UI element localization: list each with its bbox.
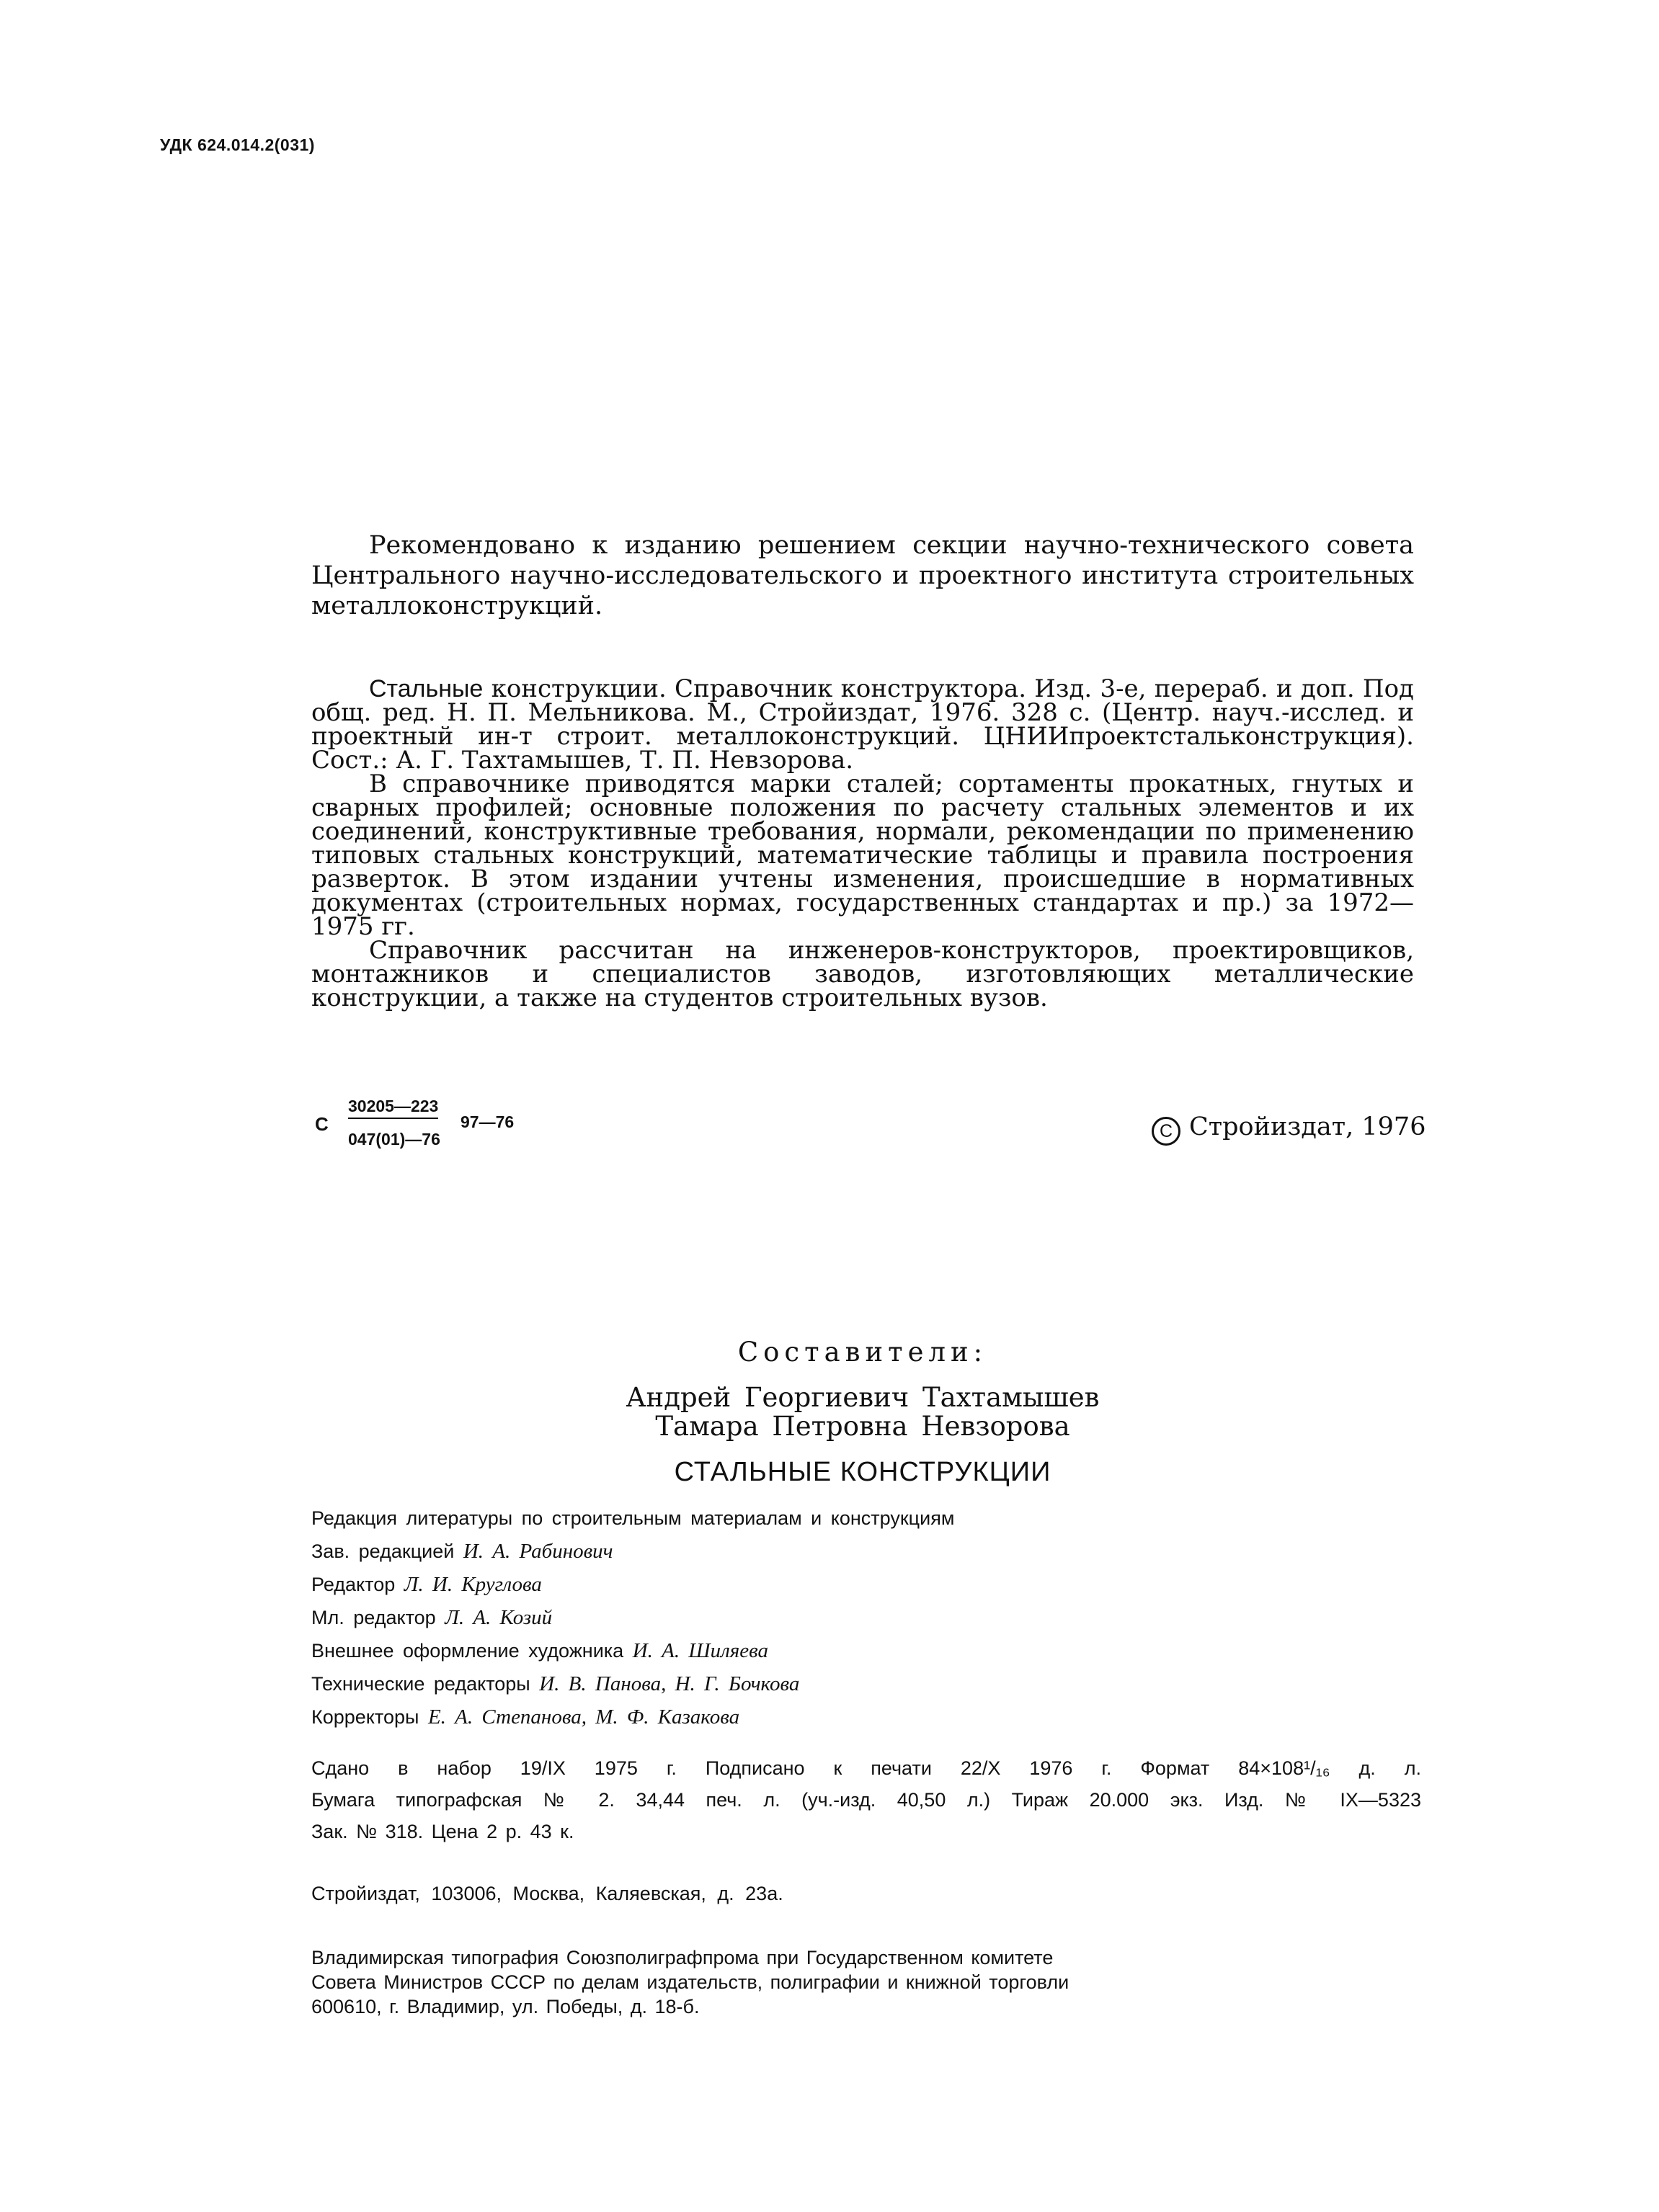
credit-row [311, 1667, 1436, 1700]
credit-name: Е. А. Степанова, М. Ф. Казакова [427, 1705, 740, 1729]
compiler-name: Андрей Георгиевич Тахтамышев [626, 1382, 1100, 1413]
compiler-name: Тамара Петровна Невзорова [655, 1411, 1070, 1442]
index-code-letter: С [315, 1113, 329, 1135]
publishing-details [311, 1752, 1421, 1847]
abstract-paragraph-1 [311, 674, 1414, 775]
index-code-numerator: 30205—223 [348, 1097, 438, 1119]
copyright-line [1152, 1112, 1426, 1146]
abstract-paragraph-3: Справочник рассчитан на инженеров-конструкторов, проектировщиков, монтажников и специалистов заводов, изготовляющих металлические конструкции, а также на студентов строительных вузов. [311, 936, 1414, 1012]
credit-row [311, 1634, 1436, 1667]
credit-name: И. А. Шиляева [632, 1639, 769, 1662]
credit-name: И. А. Рабинович [463, 1540, 613, 1563]
compilers-heading: Составители: [737, 1337, 988, 1368]
index-code-suffix: 97—76 [461, 1112, 515, 1131]
recommendation-note [311, 530, 1414, 621]
recommendation-text: Рекомендовано к изданию решением секции научно-технического совета Центрального научно-исследовательского и проектного института строительных металлоконструкций. [311, 531, 1414, 620]
printer-info [311, 1945, 1320, 2019]
copyright-icon: C [1152, 1117, 1180, 1146]
abstract-paragraph-1-text: конструкции. Справочник конструктора. Изд. 3-е, перераб. и доп. Под общ. ред. Н. П. Мельникова. М., Стройиздат, 1976. 328 с. (Центр. науч.-исслед. и проектный ин-т строит. металлоконструкций. ЦНИИпроектстальконструкция). Сост.: А. Г. Тахтамышев, Т. П. Невзорова. [311, 674, 1414, 775]
credit-role: Внешнее оформление художника [311, 1640, 624, 1662]
abstract-lead-word: Стальные [369, 675, 484, 703]
bibliographic-abstract [311, 674, 1414, 1012]
book-title: СТАЛЬНЫЕ КОНСТРУКЦИИ [674, 1457, 1051, 1487]
printer-line-3: 600610, г. Владимир, ул. Победы, д. 18-б. [311, 1996, 700, 2017]
credit-name: Л. А. Козий [445, 1606, 553, 1629]
editorial-office: Редакция литературы по строительным материалам и конструкциям [311, 1507, 955, 1529]
credit-role: Редактор [311, 1574, 396, 1595]
index-code-denominator: 047(01)—76 [348, 1130, 440, 1149]
credit-row [311, 1535, 1436, 1568]
credit-role: Корректоры [311, 1706, 419, 1728]
copyright-text: Стройиздат, 1976 [1189, 1112, 1426, 1141]
credit-role: Зав. редакцией [311, 1540, 455, 1562]
index-code [315, 1097, 546, 1154]
printer-line-2: Совета Министров СССР по делам издательств, полиграфии и книжной торговли [311, 1971, 1069, 1993]
credit-row [311, 1601, 1436, 1634]
udk-code: УДК 624.014.2(031) [160, 135, 315, 154]
abstract-paragraph-2: В справочнике приводятся марки сталей; сортаменты прокатных, гнутых и сварных профилей; основные положения по расчету стальных элементов и их соединений, конструктивные требования, нормали, рекомендации по применению типовых стальных конструкций, математические таблицы и правила построения разверток. В этом издании учтены изменения, происшедшие в нормативных документах (строительных нормах, государственных стандартах и пр.) за 1972—1975 гг. [311, 770, 1414, 941]
printer-line-1: Владимирская типография Союзполиграфпрома при Государственном комитете [311, 1947, 1054, 1968]
publishing-line-3: Зак. № 318. Цена 2 р. 43 к. [311, 1821, 574, 1842]
publishing-line-1: Сдано в набор 19/IX 1975 г. Подписано к печати 22/X 1976 г. Формат 84×108¹/₁₆ д. л. [311, 1757, 1421, 1779]
credit-name: Л. И. Круглова [404, 1573, 542, 1596]
compilers-list [311, 1383, 1414, 1441]
credit-row [311, 1568, 1436, 1601]
credit-role: Технические редакторы [311, 1673, 530, 1695]
credits-block [311, 1502, 1436, 1734]
credit-role: Мл. редактор [311, 1607, 436, 1628]
publisher-address: Стройиздат, 103006, Москва, Каляевская, д. 23а. [311, 1883, 783, 1904]
credit-row [311, 1700, 1436, 1734]
credit-name: И. В. Панова, Н. Г. Бочкова [539, 1672, 800, 1695]
publishing-line-2: Бумага типографская № 2. 34,44 печ. л. (уч.-изд. 40,50 л.) Тираж 20.000 экз. Изд. № IX—5323 [311, 1789, 1421, 1811]
